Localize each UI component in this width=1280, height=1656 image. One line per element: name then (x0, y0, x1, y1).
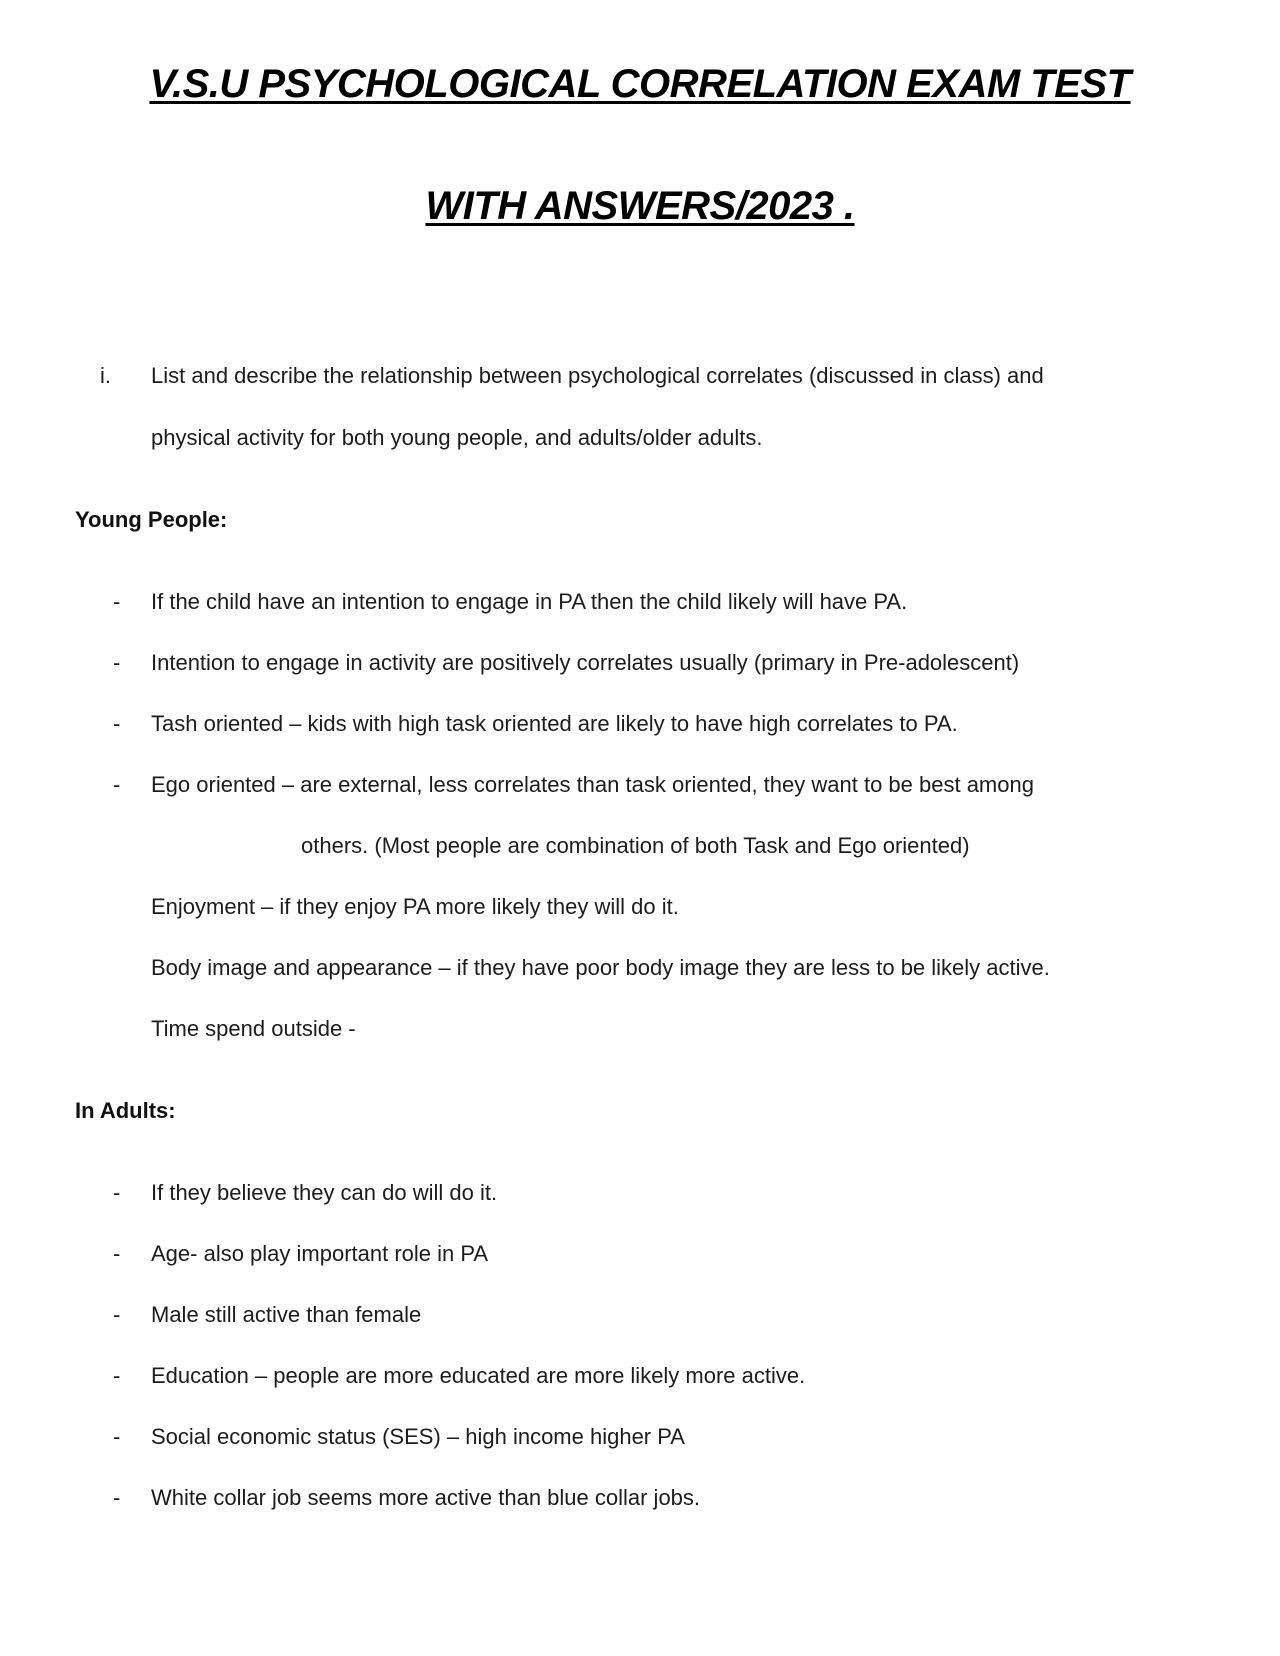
bullet-dash: - (113, 772, 121, 797)
young-people-item: Intention to engage in activity are positively correlates usually (primary in Pre-adolescent) (151, 650, 1020, 675)
young-people-plain-line: Time spend outside - (151, 1016, 356, 1041)
bullet-dash: - (113, 1241, 121, 1266)
adults-item: White collar job seems more active than blue collar jobs. (151, 1485, 701, 1510)
question-text-line-2: physical activity for both young people, and adults/older adults. (151, 425, 763, 450)
bullet-dash: - (113, 1424, 121, 1449)
bullet-dash: - (113, 711, 121, 736)
adults-item: Education – people are more educated are more likely more active. (151, 1363, 806, 1388)
bullet-dash: - (113, 650, 121, 675)
bullet-dash: - (113, 1485, 121, 1510)
young-people-plain-line: Body image and appearance – if they have poor body image they are less to be likely active. (151, 955, 1050, 980)
question-text-line-1: List and describe the relationship between psychological correlates (discussed in class) and (151, 363, 1044, 388)
bullet-dash: - (113, 1180, 121, 1205)
young-people-item: Tash oriented – kids with high task oriented are likely to have high correlates to PA. (151, 711, 958, 736)
bullet-dash: - (113, 1363, 121, 1388)
adults-item: Male still active than female (151, 1302, 422, 1327)
bullet-dash: - (113, 589, 121, 614)
adults-heading: In Adults: (75, 1098, 176, 1123)
young-people-item-continuation: others. (Most people are combination of both Task and Ego oriented) (301, 833, 970, 858)
adults-item: Age- also play important role in PA (151, 1241, 489, 1266)
young-people-plain-line: Enjoyment – if they enjoy PA more likely they will do it. (151, 894, 679, 919)
question-number: i. (100, 363, 111, 388)
young-people-item: Ego oriented – are external, less correlates than task oriented, they want to be best among (151, 772, 1034, 797)
document-title-line-2: WITH ANSWERS/2023 . (425, 184, 855, 228)
adults-item: Social economic status (SES) – high income higher PA (151, 1424, 685, 1449)
document-title-line-1: V.S.U PSYCHOLOGICAL CORRELATION EXAM TEST (149, 62, 1131, 106)
young-people-item: If the child have an intention to engage in PA then the child likely will have PA. (151, 589, 908, 614)
adults-item: If they believe they can do will do it. (151, 1180, 498, 1205)
bullet-dash: - (113, 1302, 121, 1327)
young-people-heading: Young People: (75, 507, 228, 532)
